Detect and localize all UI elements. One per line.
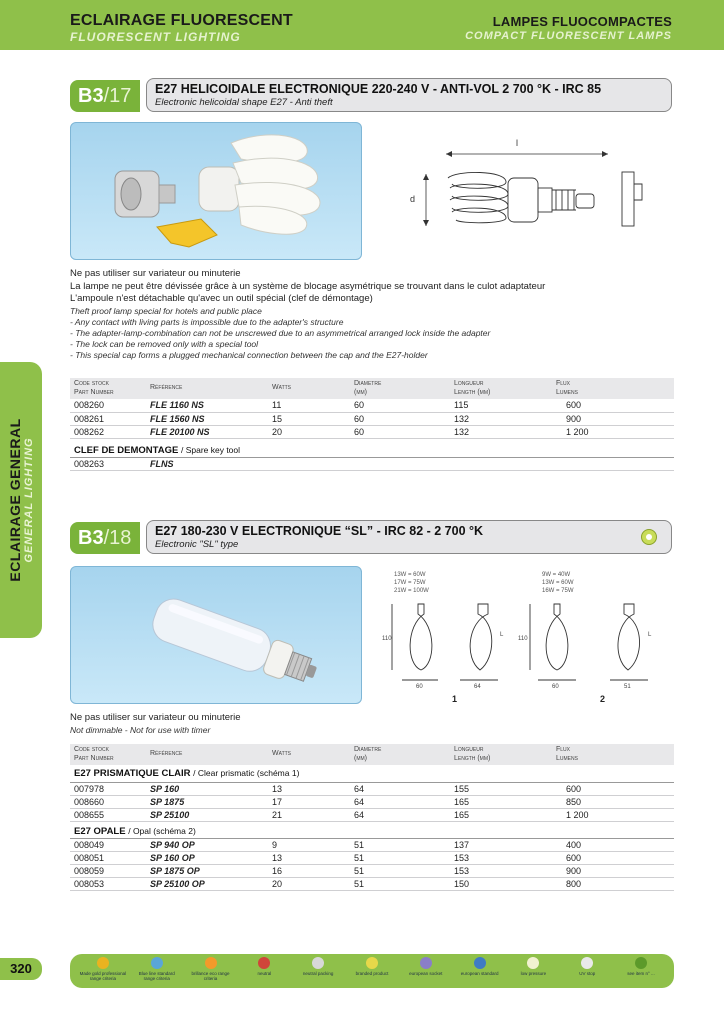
section1-subtitle: Electronic helicoidal shape E27 - Anti theft bbox=[155, 97, 333, 108]
section1-text-en-4: - This special cap forms a plugged mechanical connection between the cap and the E27-holder bbox=[70, 349, 428, 360]
equiv-1-line-1: 17W = 75W bbox=[394, 580, 426, 586]
header-right bbox=[465, 14, 672, 43]
header-left-title: ECLAIRAGE FLUORESCENT bbox=[70, 12, 293, 29]
legend-item bbox=[294, 957, 342, 976]
header-right-subtitle: COMPACT FLUORESCENT LAMPS bbox=[465, 30, 672, 42]
length-label-1: L bbox=[500, 632, 504, 638]
branded-product-icon bbox=[366, 957, 378, 969]
section1-text-fr-2: L'ampoule n'est détachable qu'avec un outil spécial (clef de démontage) bbox=[70, 293, 373, 304]
table-row: 008655 SP 25100 21 64 165 1 200 bbox=[70, 808, 674, 821]
legend-item bbox=[563, 957, 611, 976]
schema-number-1: 1 bbox=[452, 694, 458, 704]
european-socket-icon bbox=[420, 957, 432, 969]
legend-item bbox=[348, 957, 396, 976]
table-group-header: E27 PRISMATIQUE CLAIR / Clear prismatic (schéma 1) bbox=[70, 765, 674, 782]
section1-text-en-1: - Any contact with living parts is impossible due to the adapter's structure bbox=[70, 316, 344, 327]
legend-item bbox=[133, 957, 181, 981]
section1-product-photo bbox=[70, 122, 362, 260]
table-row: 008059 SP 1875 OP 16 51 153 900 bbox=[70, 864, 674, 877]
section2-text-fr: Ne pas utiliser sur variateur ou minuterie bbox=[70, 712, 241, 723]
brilliance-icon bbox=[205, 957, 217, 969]
section2-table bbox=[70, 744, 674, 891]
height-label-2: 110 bbox=[518, 636, 528, 642]
table-header-row: Code stock Part Number Référence Watts Diametre (mm) Longueur Length (mm) Flux Lumens bbox=[70, 744, 674, 765]
legend-label: european socket bbox=[409, 971, 443, 976]
diagram-diameter-label: d bbox=[410, 194, 416, 204]
section2-product-photo bbox=[70, 566, 362, 704]
legend-label: branded product bbox=[355, 971, 389, 976]
uv-stop-icon bbox=[581, 957, 593, 969]
table-row: 008263 FLNS bbox=[70, 457, 674, 470]
see-item-icon bbox=[635, 957, 647, 969]
length-label-2: L bbox=[648, 632, 652, 638]
legend-label: see item n° ... bbox=[627, 971, 655, 976]
legend-item bbox=[402, 957, 450, 976]
equiv-2-line-1: 13W = 60W bbox=[542, 580, 574, 586]
section1-table bbox=[70, 378, 674, 471]
section1-code: B3/17 bbox=[70, 80, 140, 112]
width-label-3: 60 bbox=[552, 684, 559, 690]
table-row: 008049 SP 940 OP 9 51 137 400 bbox=[70, 838, 674, 851]
legend-label: european standard bbox=[460, 971, 499, 976]
table-header-row: Code stock Part Number Référence Watts Diametre (mm) Longueur Length (mm) Flux Lumens bbox=[70, 378, 674, 399]
legend-item bbox=[509, 957, 557, 976]
section2-dimension-diagram bbox=[380, 566, 674, 706]
section2-subtitle: Electronic "SL" type bbox=[155, 539, 239, 550]
section1-description bbox=[70, 268, 670, 361]
section2-text-en: Not dimmable - Not for use with timer bbox=[70, 724, 211, 735]
table-row: 008053 SP 25100 OP 20 51 150 800 bbox=[70, 877, 674, 890]
table-group-header: CLEF DE DEMONTAGE / Spare key tool bbox=[70, 438, 674, 457]
side-tab bbox=[0, 362, 42, 638]
section1-text-fr-1: La lampe ne peut être dévissée grâce à un système de blocage asymétrique se trouvant dans le culot adaptateur bbox=[70, 280, 546, 292]
header-right-title: LAMPES FLUOCOMPACTES bbox=[492, 14, 672, 29]
section1-title: E27 HELICOIDALE ELECTRONIQUE 220-240 V - ANTI-VOL 2 700 °K - IRC 85 bbox=[155, 82, 602, 96]
blue-line-icon bbox=[151, 957, 163, 969]
legend-item bbox=[79, 957, 127, 981]
table-row: 007978 SP 160 13 64 155 600 bbox=[70, 782, 674, 795]
legend-label: UV stop bbox=[579, 971, 596, 976]
section1-text-en-2: - The adapter-lamp-combination can not be unscrewed due to an asymmetrical arranged lock inside the adapter bbox=[70, 327, 491, 338]
section2-title: E27 180-230 V ELECTRONIQUE “SL” - IRC 82 - 2 700 °K bbox=[155, 524, 484, 538]
grey-box-icon bbox=[258, 957, 270, 969]
section2-description bbox=[70, 712, 670, 736]
width-label-1: 60 bbox=[416, 684, 423, 690]
equiv-2-line-2: 16W = 75W bbox=[542, 588, 574, 594]
section1-text-fr-0: Ne pas utiliser sur variateur ou minuterie bbox=[70, 268, 241, 279]
table-row: 008260 FLE 1160 NS 11 60 115 600 bbox=[70, 399, 674, 412]
section2-title-box bbox=[146, 520, 672, 554]
european-standard-icon bbox=[474, 957, 486, 969]
legend-item bbox=[456, 957, 504, 976]
section1-text-en-3: - The lock can be removed only with a special tool bbox=[70, 338, 259, 349]
legend-label: neutral bbox=[257, 971, 272, 976]
table-row: 008660 SP 1875 17 64 165 850 bbox=[70, 795, 674, 808]
section2-code: B3/18 bbox=[70, 522, 140, 554]
legend-label: Blue line standard range criteria bbox=[138, 971, 175, 981]
table-row: 008261 FLE 1560 NS 15 60 132 900 bbox=[70, 412, 674, 425]
table-group-header: E27 OPALE / Opal (schéma 2) bbox=[70, 821, 674, 838]
low-pressure-icon bbox=[527, 957, 539, 969]
equiv-1-line-0: 13W = 60W bbox=[394, 572, 426, 578]
section1-dimension-diagram bbox=[396, 134, 652, 242]
table-row: 008262 FLE 20100 NS 20 60 132 1 200 bbox=[70, 425, 674, 438]
neutral-packing-icon bbox=[312, 957, 324, 969]
helicoidal-lamp-illustration bbox=[71, 123, 362, 260]
legend-label: low pressure bbox=[520, 971, 547, 976]
section1-title-box bbox=[146, 78, 672, 112]
bulb-gold-icon bbox=[97, 957, 109, 969]
section1-text-en-0: Theft proof lamp special for hotels and public place bbox=[70, 305, 262, 316]
side-tab-title: ECLAIRAGE GENERAL bbox=[7, 418, 23, 582]
table-row: 008051 SP 160 OP 13 51 153 600 bbox=[70, 851, 674, 864]
diagram-length-label: l bbox=[516, 138, 518, 148]
legend-item bbox=[240, 957, 288, 976]
side-tab-subtitle: GENERAL LIGHTING bbox=[23, 437, 35, 563]
schema-number-2: 2 bbox=[600, 694, 606, 704]
equiv-2-line-0: 9W = 40W bbox=[542, 572, 571, 578]
legend-item bbox=[187, 957, 235, 981]
header-left-subtitle: FLUORESCENT LIGHTING bbox=[70, 30, 241, 44]
legend-label: neutral packing bbox=[302, 971, 334, 976]
equiv-1-line-2: 21W = 100W bbox=[394, 588, 429, 594]
width-label-4: 51 bbox=[624, 684, 631, 690]
page-header bbox=[0, 0, 724, 50]
legend-bar bbox=[70, 954, 674, 988]
width-label-2: 64 bbox=[474, 684, 481, 690]
height-label-1: 110 bbox=[382, 636, 392, 642]
header-left bbox=[70, 12, 293, 44]
energy-badge-icon bbox=[641, 529, 657, 545]
legend-item bbox=[617, 957, 665, 976]
page-number: 320 bbox=[0, 958, 42, 980]
legend-label: Made gold professional range criteria bbox=[79, 971, 127, 981]
legend-label: brillance eco range criteria bbox=[191, 971, 230, 981]
sl-lamp-illustration bbox=[71, 567, 362, 704]
